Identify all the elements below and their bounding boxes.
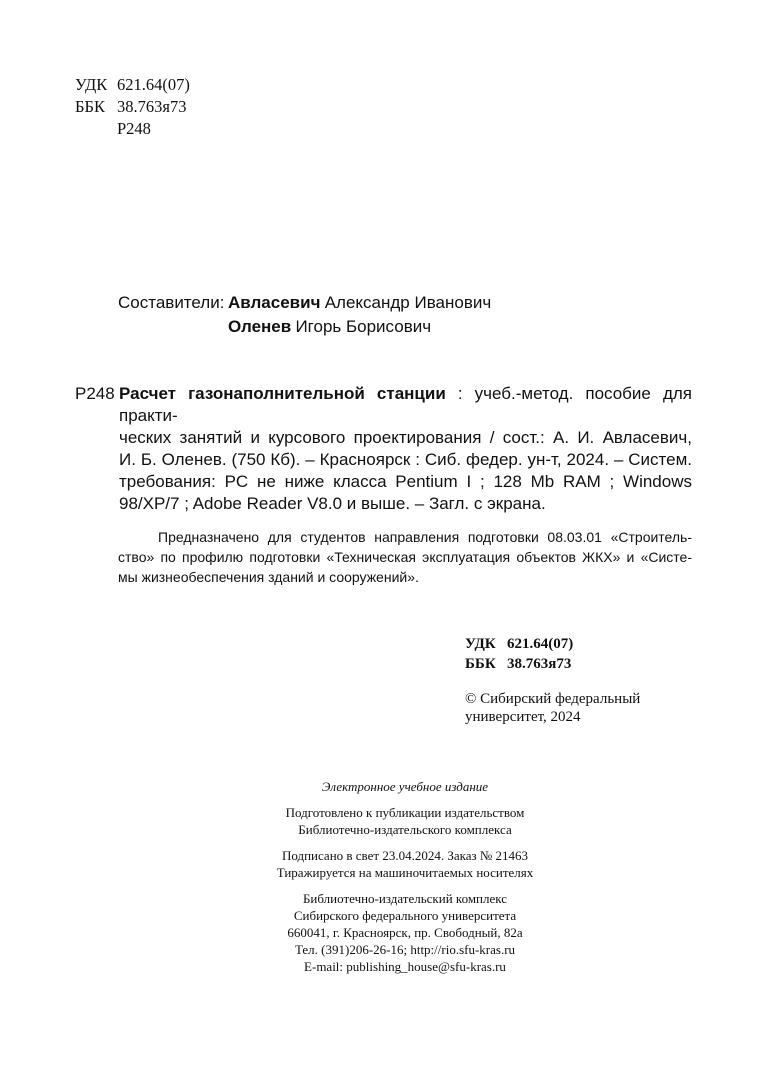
prepared-line-1: Подготовлено к публикации издательством bbox=[285, 805, 525, 820]
compiler-2 bbox=[118, 315, 491, 339]
udk-line-bottom bbox=[465, 634, 573, 654]
bbk-line-bottom bbox=[465, 654, 573, 674]
bbk-value-bottom: 38.763я73 bbox=[507, 656, 572, 672]
intended-line-3: мы жизнеобеспечения зданий и сооружений». bbox=[118, 569, 419, 585]
copies-line: Тиражируется на машиночитаемых носителях bbox=[276, 865, 534, 880]
description-line-2: ческих занятий и курсового проектирования / сост.: А. И. Авласевич, bbox=[119, 428, 692, 447]
bbk-line bbox=[75, 96, 190, 118]
top-classification bbox=[75, 74, 190, 140]
publisher-email: E-mail: publishing_house@sfu-kras.ru bbox=[304, 959, 506, 974]
bibliographic-description bbox=[75, 383, 692, 515]
description-line-3: И. Б. Оленев. (750 Кб). – Красноярск : Сиб. федер. ун-т, 2024. – Систем. bbox=[119, 450, 692, 469]
author-mark: Р248 bbox=[117, 119, 151, 138]
edition-type: Электронное учебное издание bbox=[321, 779, 489, 794]
intended-line-2: ство» по профилю подготовки «Техническая эксплуатация объектов ЖКХ» и «Систе- bbox=[118, 549, 692, 565]
bbk-label: ББК bbox=[75, 97, 105, 116]
publisher-line-1: Библиотечно-издательский комплекс bbox=[302, 891, 508, 906]
udk-label-bottom: УДК bbox=[465, 636, 496, 652]
bottom-classification bbox=[465, 634, 573, 674]
publisher-block bbox=[205, 890, 605, 975]
description-line-1 bbox=[119, 383, 692, 427]
copyright-block bbox=[465, 690, 640, 726]
bbk-value: 38.763я73 bbox=[117, 97, 187, 116]
signed-block bbox=[205, 847, 605, 881]
description-title: Расчет газонаполнительной станции bbox=[119, 384, 446, 403]
udk-value: 621.64(07) bbox=[117, 75, 190, 94]
copyright-line-2: университет, 2024 bbox=[465, 709, 581, 725]
compiler-2-surname: Оленев bbox=[228, 317, 292, 336]
udk-line bbox=[75, 74, 190, 96]
udk-value-bottom: 621.64(07) bbox=[507, 636, 574, 652]
prepared-line-2: Библиотечно-издательского комплекса bbox=[298, 822, 512, 837]
publisher-phone: Тел. (391)206-26-16; http://rio.sfu-kras.ru bbox=[294, 942, 516, 957]
intended-line-1: Предназначено для студентов направления подготовки 08.03.01 «Строитель- bbox=[158, 529, 692, 545]
compiler-1-surname: Авласевич bbox=[228, 293, 321, 312]
description-line-5: 98/XP/7 ; Adobe Reader V8.0 и выше. – Загл. с экрана. bbox=[119, 494, 546, 513]
publisher-address: 660041, г. Красноярск, пр. Свободный, 82а bbox=[287, 925, 523, 940]
signed-line: Подписано в свет 23.04.2024. Заказ № 21463 bbox=[281, 848, 529, 863]
description-code: Р248 bbox=[75, 384, 115, 403]
compiler-2-name: Игорь Борисович bbox=[295, 317, 432, 336]
compiler-1 bbox=[118, 291, 491, 315]
author-mark-line bbox=[75, 118, 190, 140]
prepared-block bbox=[205, 804, 605, 838]
udk-label: УДК bbox=[75, 75, 108, 94]
publisher-line-2: Сибирского федерального университета bbox=[293, 908, 517, 923]
compiler-1-name: Александр Иванович bbox=[324, 293, 492, 312]
description-line-4: требования: PC не ниже класса Pentium I ; 128 Mb RAM ; Windows bbox=[119, 472, 692, 491]
imprint-block bbox=[205, 778, 605, 975]
compilers-heading: Составители: bbox=[118, 293, 225, 312]
copyright-line-1: © Сибирский федеральный bbox=[465, 691, 641, 707]
compilers-block bbox=[118, 291, 491, 339]
description-line-1-rest: : учеб.-метод. пособие для практи- bbox=[119, 384, 692, 425]
intended-audience bbox=[118, 527, 692, 587]
bbk-label-bottom: ББК bbox=[465, 656, 496, 672]
